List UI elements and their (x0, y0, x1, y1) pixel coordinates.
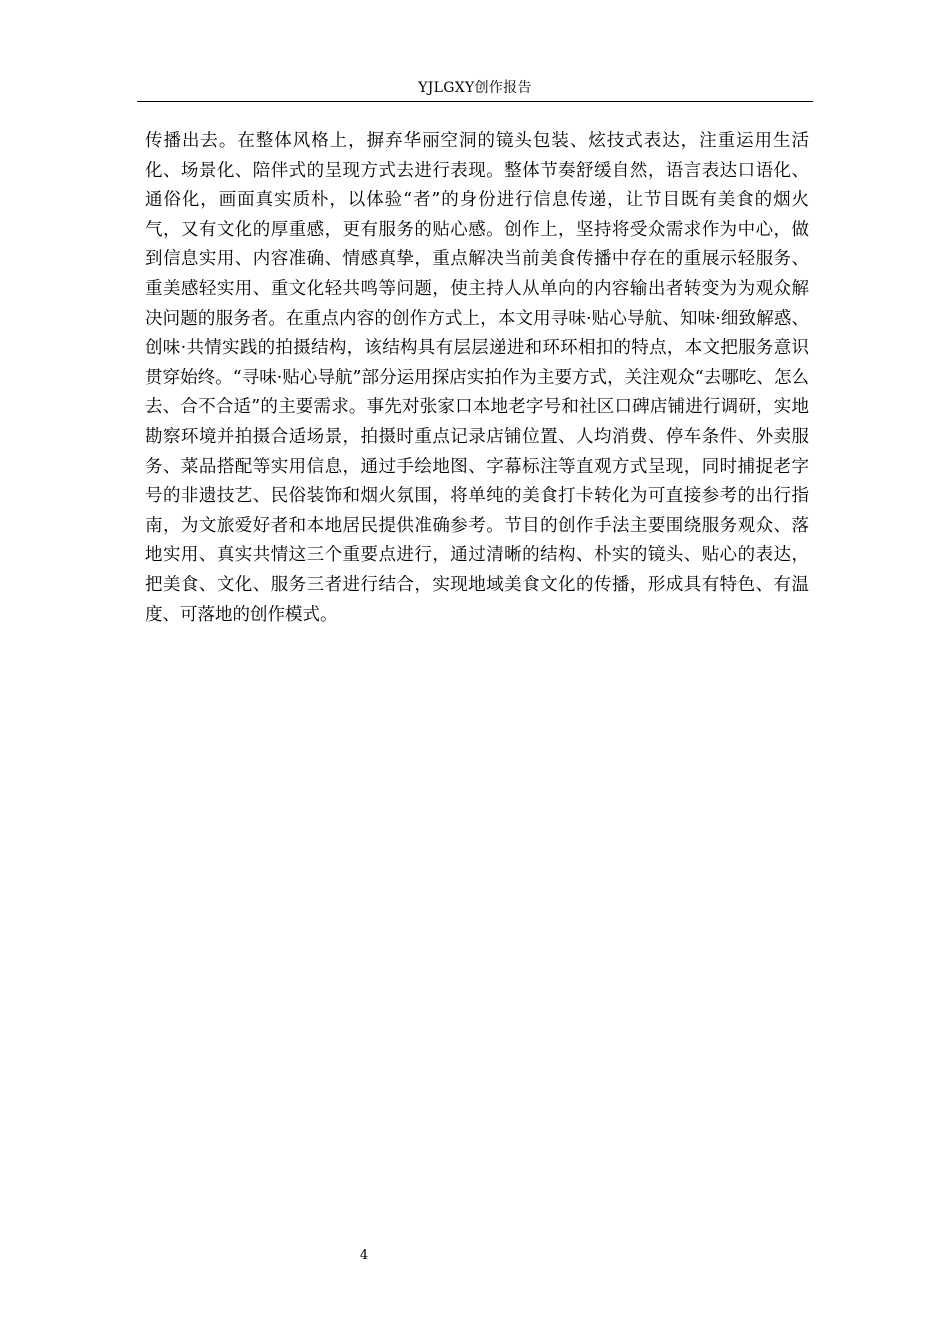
page-number: 4 (359, 1248, 369, 1263)
header-divider (137, 101, 813, 102)
body-paragraph: 传播出去。在整体风格上，摒弃华丽空洞的镜头包装、炫技式表达，注重运用生活化、场景化、陪伴式的呈现方式去进行表现。整体节奏舒缓自然，语言表达口语化、通俗化，画面真实质朴，以体验“者”的身份进行信息传递，让节目既有美食的烟火气，又有文化的厚重感，更有服务的贴心感。创作上，坚持将受众需求作为中心，做到信息实用、内容准确、情感真挚，重点解决当前美食传播中存在的重展示轻服务、重美感轻实用、重文化轻共鸣等问题，使主持人从单向的内容输出者转变为为观众解决问题的服务者。在重点内容的创作方式上，本文用寻味·贴心导航、知味·细致解惑、创味·共情实践的拍摄结构，该结构具有层层递进和环环相扣的特点，本文把服务意识贯穿始终。“寻味·贴心导航”部分运用探店实拍作为主要方式，关注观众“去哪吃、怎么去、合不合适”的主要需求。事先对张家口本地老字号和社区口碑店铺进行调研，实地勘察环境并拍摄合适场景，拍摄时重点记录店铺位置、人均消费、停车条件、外卖服务、菜品搭配等实用信息，通过手绘地图、字幕标注等直观方式呈现，同时捕捉老字号的非遗技艺、民俗装饰和烟火氛围，将单纯的美食打卡转化为可直接参考的出行指南，为文旅爱好者和本地居民提供准确参考。节目的创作手法主要围绕服务观众、落地实用、真实共情这三个重要点进行，通过清晰的结构、朴实的镜头、贴心的表达，把美食、文化、服务三者进行结合，实现地域美食文化的传播，形成具有特色、有温度、可落地的创作模式。 (145, 131, 809, 625)
page-header: YJLGXY创作报告 (418, 80, 532, 96)
